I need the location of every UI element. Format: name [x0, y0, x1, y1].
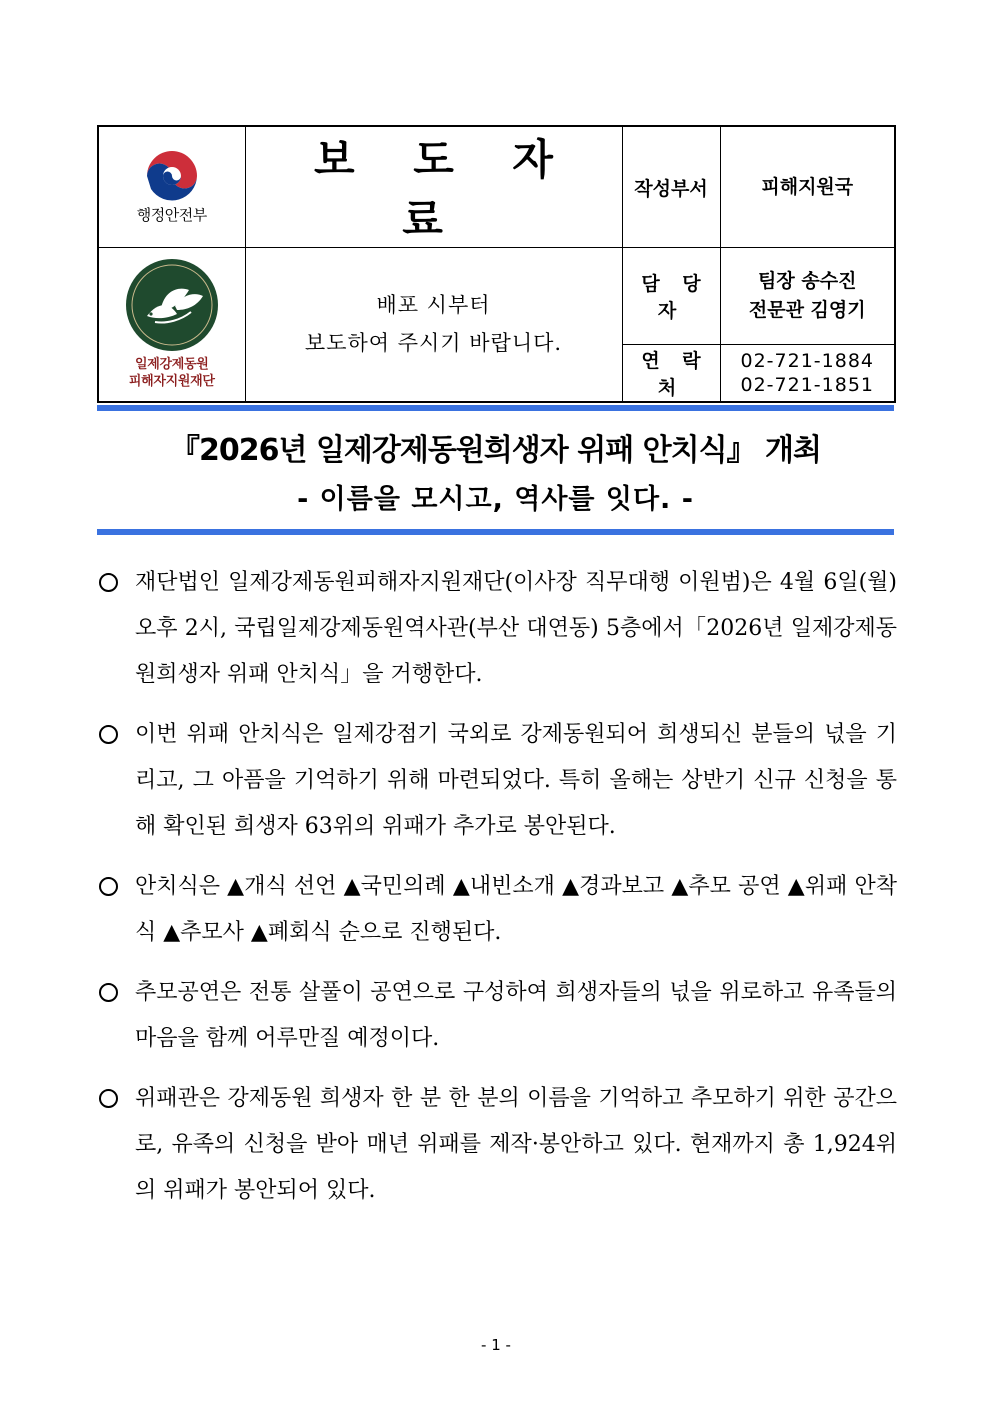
circle-bullet-icon	[99, 725, 118, 744]
body-paragraph-list	[97, 560, 897, 1228]
paragraph-item	[97, 970, 897, 1062]
phone-label: 연 락 처	[641, 349, 709, 399]
foundation-logo	[99, 258, 245, 390]
headline-title: 『2026년 일제강제동원희생자 위패 안치식』 개최	[170, 433, 821, 468]
foundation-logo-cell	[98, 248, 245, 402]
press-release-header	[97, 125, 896, 403]
dove-emblem-icon	[125, 258, 219, 352]
contact-name-1: 팀장 송수진	[758, 270, 857, 292]
phone-label-cell	[622, 345, 720, 402]
circle-bullet-icon	[99, 983, 118, 1002]
paragraph-text: 위패관은 강제동원 희생자 한 분 한 분의 이름을 기억하고 추모하기 위한 공간으로, 유족의 신청을 받아 매년 위패를 제작·봉안하고 있다. 현재까지 총 1,924위의 위패가 봉안되어 있다.	[135, 1086, 897, 1203]
paragraph-text: 재단법인 일제강제동원피해자지원재단(이사장 직무대행 이원범)은 4월 6일(월) 오후 2시, 국립일제강제동원역사관(부산 대연동) 5층에서「2026년 일제강제동원희생자 위패 안치식」을 거행한다.	[135, 570, 897, 687]
press-title: 보 도 자 료	[314, 135, 575, 244]
dept-value-cell	[720, 126, 895, 248]
release-note-cell	[245, 248, 622, 402]
page-number: - 1 -	[481, 1336, 511, 1354]
circle-bullet-icon	[99, 877, 118, 896]
paragraph-item	[97, 864, 897, 956]
paragraph-text: 추모공연은 전통 살풀이 공연으로 구성하여 희생자들의 넋을 위로하고 유족들의 마음을 함께 어루만질 예정이다.	[135, 980, 897, 1051]
circle-bullet-icon	[99, 1089, 118, 1108]
paragraph-item	[97, 560, 897, 698]
contact-name-2: 전문관 김영기	[748, 299, 866, 321]
foundation-name-line1: 일제강제동원	[134, 357, 209, 373]
circle-bullet-icon	[99, 573, 118, 592]
dept-label: 작성부서	[634, 177, 708, 200]
headline-bottom-rule	[97, 529, 894, 535]
headline-top-rule	[97, 405, 894, 411]
paragraph-text: 안치식은 ▲개식 선언 ▲국민의례 ▲내빈소개 ▲경과보고 ▲추모 공연 ▲위패 안착식 ▲추모사 ▲폐회식 순으로 진행된다.	[135, 874, 897, 945]
taegeuk-emblem-icon	[143, 149, 201, 201]
contact-value-cell	[720, 248, 895, 345]
dept-label-cell	[622, 126, 720, 248]
headline-subtitle: - 이름을 모시고, 역사를 잇다. -	[297, 484, 694, 515]
contact-label-cell	[622, 248, 720, 345]
ministry-logo	[99, 149, 245, 225]
press-title-cell	[245, 126, 622, 248]
foundation-name-line2: 피해자지원재단	[128, 374, 215, 390]
ministry-logo-cell	[98, 126, 245, 248]
phone-value-cell	[720, 345, 895, 402]
release-note	[246, 286, 622, 362]
phone-number-2: 02-721-1851	[740, 373, 874, 396]
paragraph-item	[97, 1076, 897, 1214]
paragraph-item	[97, 712, 897, 850]
paragraph-text: 이번 위패 안치식은 일제강점기 국외로 강제동원되어 희생되신 분들의 넋을 기리고, 그 아픔을 기억하기 위해 마련되었다. 특히 올해는 상반기 신규 신청을 통해 확인된 희생자 63위의 위패가 추가로 봉안된다.	[135, 722, 897, 839]
dept-value: 피해지원국	[761, 175, 854, 198]
release-note-line1: 배포 시부터	[376, 293, 491, 318]
release-note-line2: 보도하여 주시기 바랍니다.	[304, 331, 563, 356]
ministry-name: 행정안전부	[136, 206, 207, 224]
phone-number-1: 02-721-1884	[740, 349, 874, 372]
contact-label: 담 당 자	[641, 273, 709, 322]
